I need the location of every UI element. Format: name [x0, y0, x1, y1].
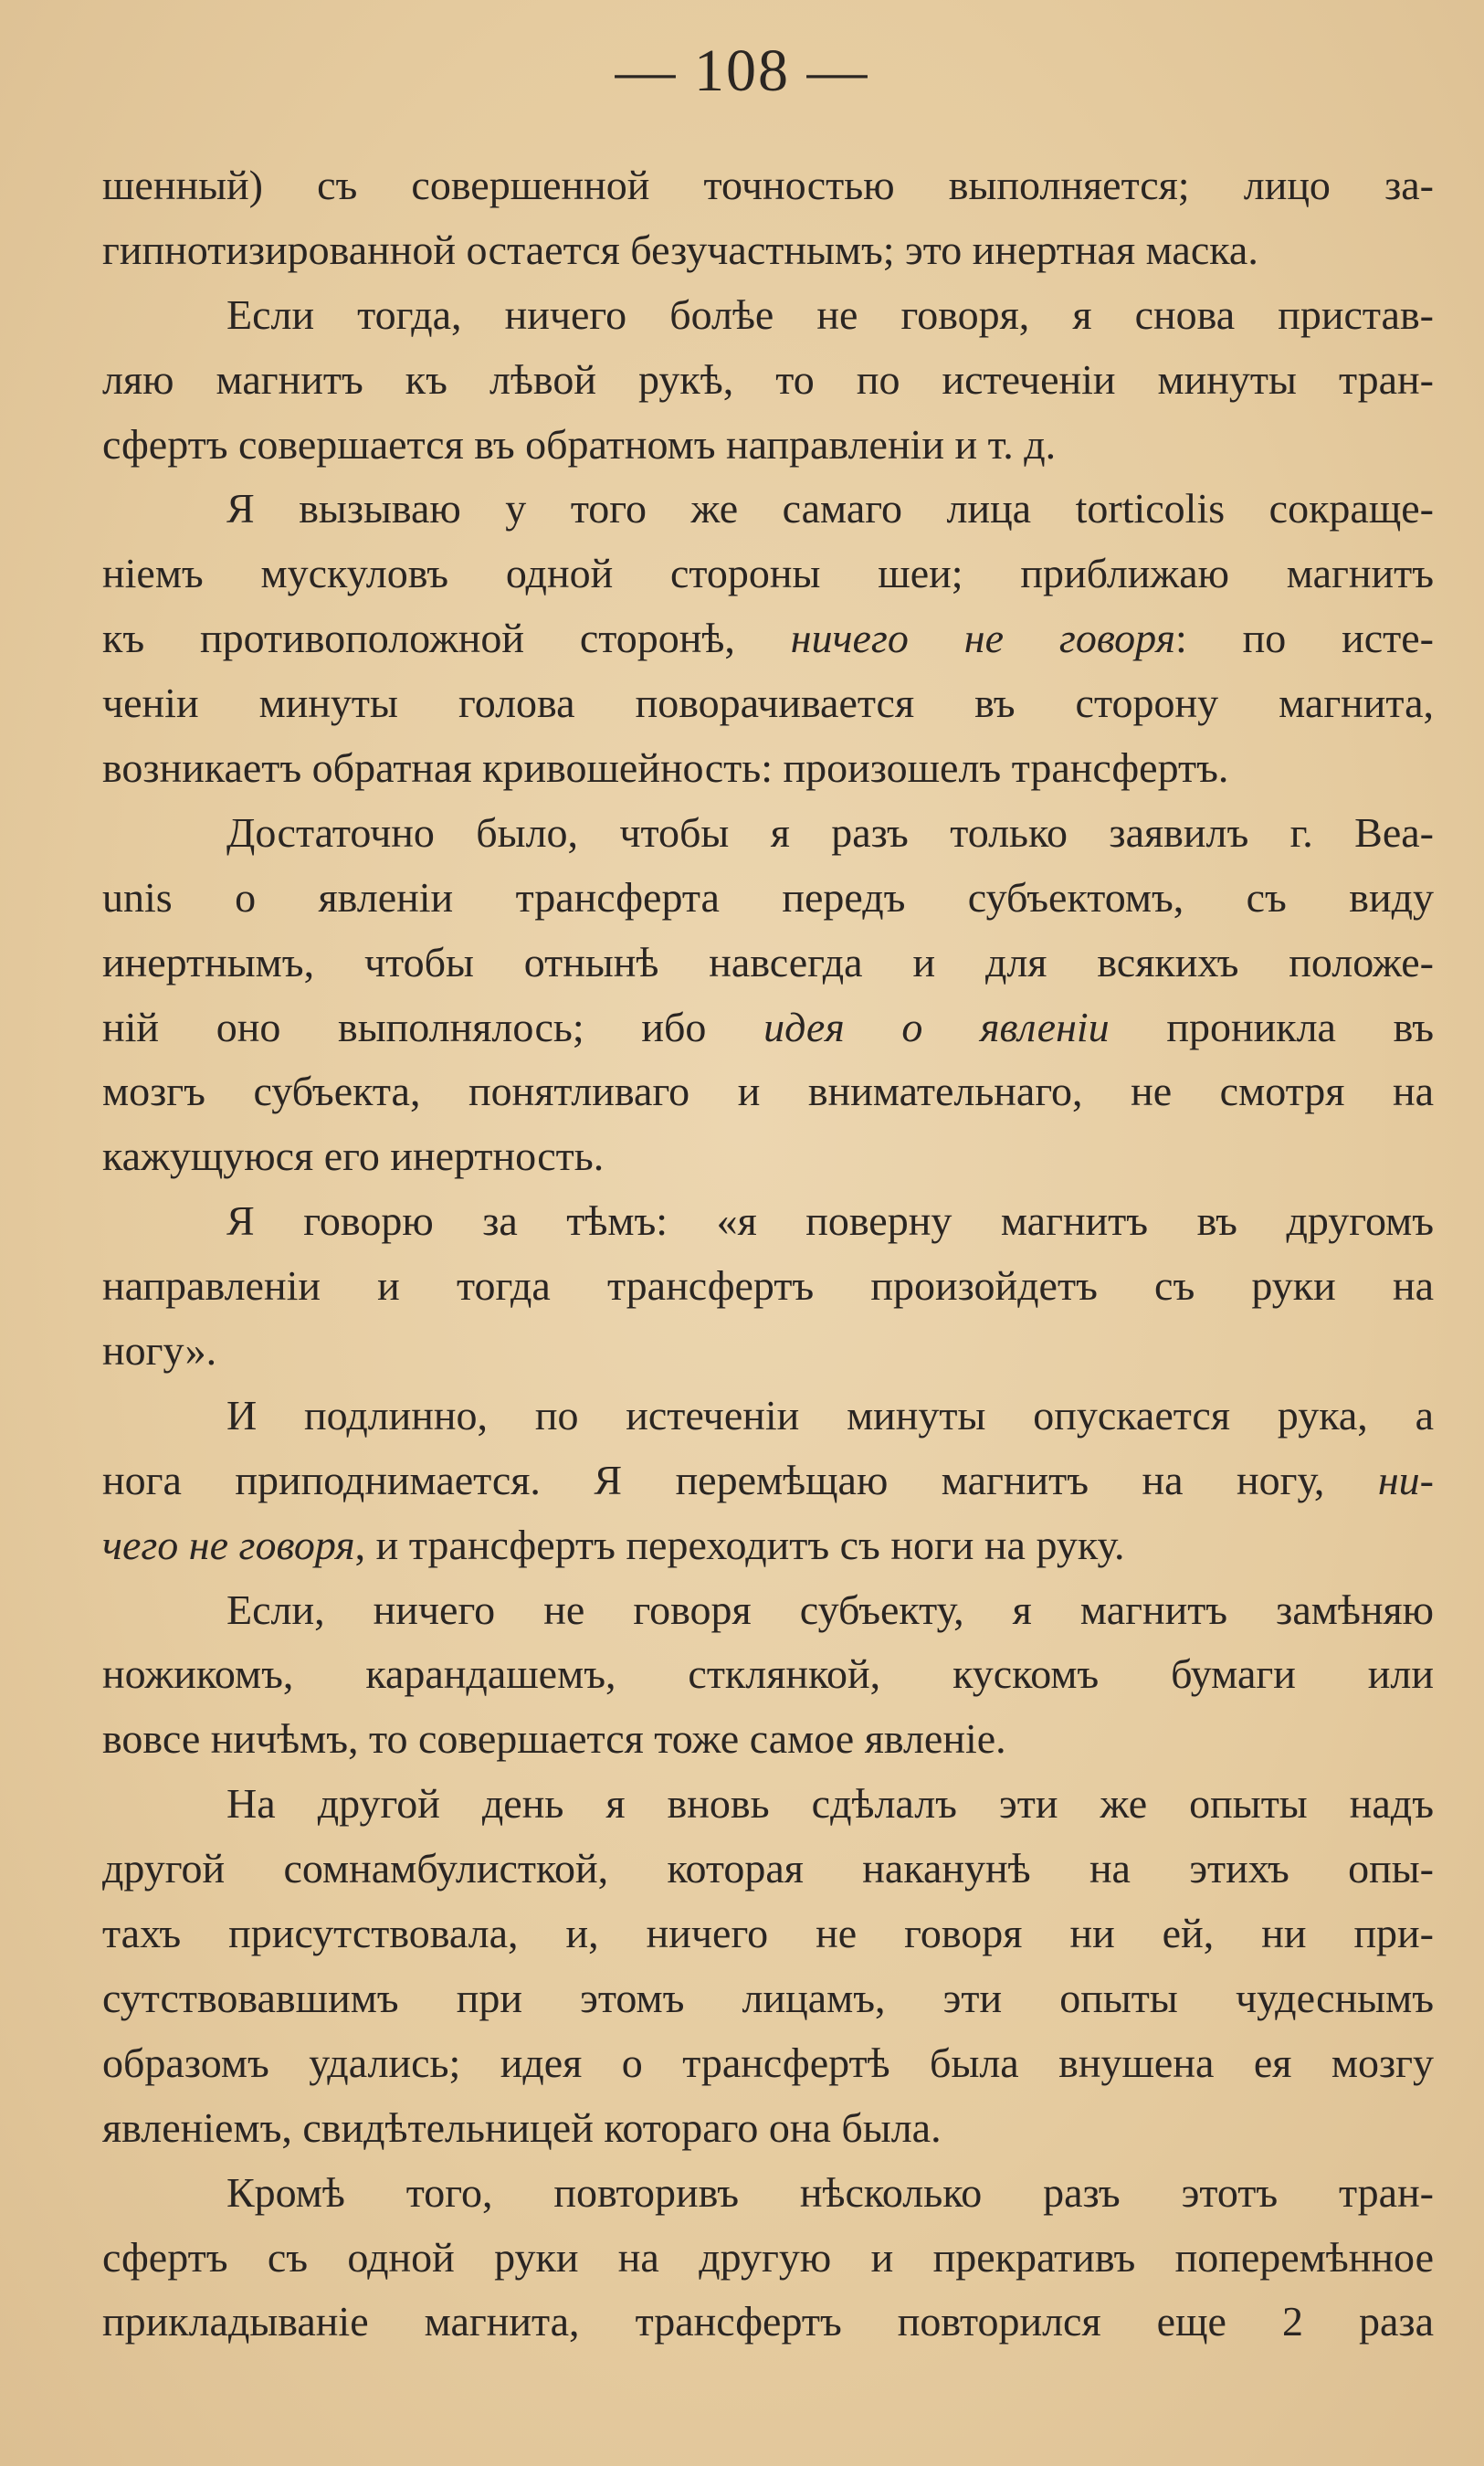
text-line: [102, 1384, 1434, 1449]
text-line: [102, 866, 1434, 931]
text-run: направленіи и тогда трансфертъ произойдетъ съ руки на: [102, 1262, 1434, 1310]
text-run: вовсе ничѣмъ, то совершается тоже самое явленіе.: [102, 1715, 1006, 1763]
text-line: [102, 218, 1434, 283]
text-line: [102, 2161, 1434, 2226]
text-run: нога приподнимается. Я перемѣщаю магнитъ на ногу,: [102, 1456, 1378, 1503]
text-line: [102, 1449, 1434, 1513]
body-text: [102, 153, 1434, 2355]
text-run: ній оно выполнялось; ибо: [102, 1003, 764, 1050]
text-run: гипнотизированной остается безучастнымъ; это инертная маска.: [102, 226, 1258, 273]
text-line: [102, 1254, 1434, 1319]
text-run: сфертъ совершается въ обратномъ направленіи и т. д.: [102, 420, 1057, 468]
text-line: [102, 413, 1434, 478]
text-line: [102, 1124, 1434, 1189]
text-line: [102, 348, 1434, 413]
text-line: [102, 2226, 1434, 2291]
text-line: [102, 1772, 1434, 1837]
text-line: [102, 671, 1434, 736]
text-run: другой сомнамбулисткой, которая наканунѣ на этихъ опы-: [102, 1845, 1434, 1892]
text-line: [102, 1319, 1434, 1384]
text-run: тахъ присутствовала, и, ничего не говоря ни ей, ни при-: [102, 1910, 1434, 1957]
text-run: мозгъ субъекта, понятливаго и внимательнаго, не смотря на: [102, 1068, 1434, 1115]
text-run: возникаетъ обратная кривошейность: произошелъ трансфертъ.: [102, 744, 1229, 792]
text-run: Кромѣ того, повторивъ нѣсколько разъ этотъ тран-: [226, 2168, 1434, 2216]
text-run: : по исте-: [1174, 615, 1434, 662]
text-run: , и трансфертъ переходитъ съ ноги на руку.: [354, 1521, 1125, 1568]
text-run: На другой день я вновь сдѣлалъ эти же опыты надъ: [226, 1780, 1434, 1828]
text-run: ніемъ мускуловъ одной стороны шеи; приближаю магнитъ: [102, 550, 1434, 597]
text-run: къ противоположной сторонѣ,: [102, 615, 791, 662]
text-run: явленіемъ, свидѣтельницей котораго она была.: [102, 2103, 942, 2151]
text-line: [102, 1189, 1434, 1254]
text-run: Я говорю за тѣмъ: «я поверну магнитъ въ другомъ: [226, 1197, 1434, 1245]
text-run: ченіи минуты голова поворачивается въ сторону магнита,: [102, 680, 1434, 727]
text-line: [102, 736, 1434, 801]
page-number: — 108 —: [615, 37, 869, 104]
text-line: [102, 153, 1434, 218]
text-line: [102, 606, 1434, 671]
text-line: [102, 996, 1434, 1060]
text-run: Достаточно было, чтобы я разъ только заявилъ г. Bea-: [226, 808, 1434, 856]
text-line: [102, 1966, 1434, 2031]
text-run: шенный) съ совершенной точностью выполняется; лицо за-: [102, 162, 1434, 208]
text-line: [102, 931, 1434, 996]
italic-text: идея о явленіи: [763, 1003, 1110, 1050]
text-line: [102, 542, 1434, 606]
text-line: [102, 1513, 1434, 1578]
text-run: Если тогда, ничего болѣе не говоря, я снова пристав-: [226, 290, 1434, 338]
text-run: инертнымъ, чтобы отнынѣ навсегда и для всякихъ положе-: [102, 938, 1434, 985]
text-run: сутствовавшимъ при этомъ лицамъ, эти опыты чудеснымъ: [102, 1974, 1434, 2021]
text-run: прикладываніе магнита, трансфертъ повторился еще 2 раза: [102, 2298, 1434, 2345]
text-run: И подлинно, по истеченіи минуты опускается рука, а: [226, 1391, 1434, 1438]
text-run: ножикомъ, карандашемъ, стклянкой, кускомъ бумаги или: [102, 1650, 1434, 1698]
text-run: сфертъ съ одной руки на другую и прекративъ поперемѣнное: [102, 2233, 1434, 2281]
text-line: [102, 2096, 1434, 2161]
text-line: [102, 2031, 1434, 2096]
italic-text: чего не говоря: [102, 1521, 355, 1568]
text-run: проникла въ: [1109, 1003, 1434, 1050]
text-line: [102, 1059, 1434, 1124]
text-run: Я вызываю у того же самаго лица torticolis сокраще-: [226, 485, 1434, 532]
text-run: unis о явленіи трансферта передъ субъектомъ, съ виду: [102, 873, 1434, 921]
text-run: Если, ничего не говоря субъекту, я магнитъ замѣняю: [226, 1586, 1434, 1633]
text-line: [102, 1837, 1434, 1902]
text-run: ляю магнитъ къ лѣвой рукѣ, то по истеченіи минуты тран-: [102, 355, 1434, 403]
text-run: ногу».: [102, 1327, 217, 1375]
text-line: [102, 283, 1434, 348]
text-run: кажущуюся его инертность.: [102, 1133, 605, 1180]
text-line: [102, 801, 1434, 866]
text-line: [102, 1902, 1434, 1966]
italic-text: ни-: [1377, 1456, 1434, 1503]
text-line: [102, 477, 1434, 542]
italic-text: ничего не говоря: [790, 615, 1175, 662]
text-run: образомъ удались; идея о трансфертѣ была внушена ея мозгу: [102, 2039, 1434, 2086]
text-line: [102, 1642, 1434, 1707]
text-line: [102, 2290, 1434, 2355]
text-line: [102, 1578, 1434, 1643]
text-line: [102, 1707, 1434, 1772]
